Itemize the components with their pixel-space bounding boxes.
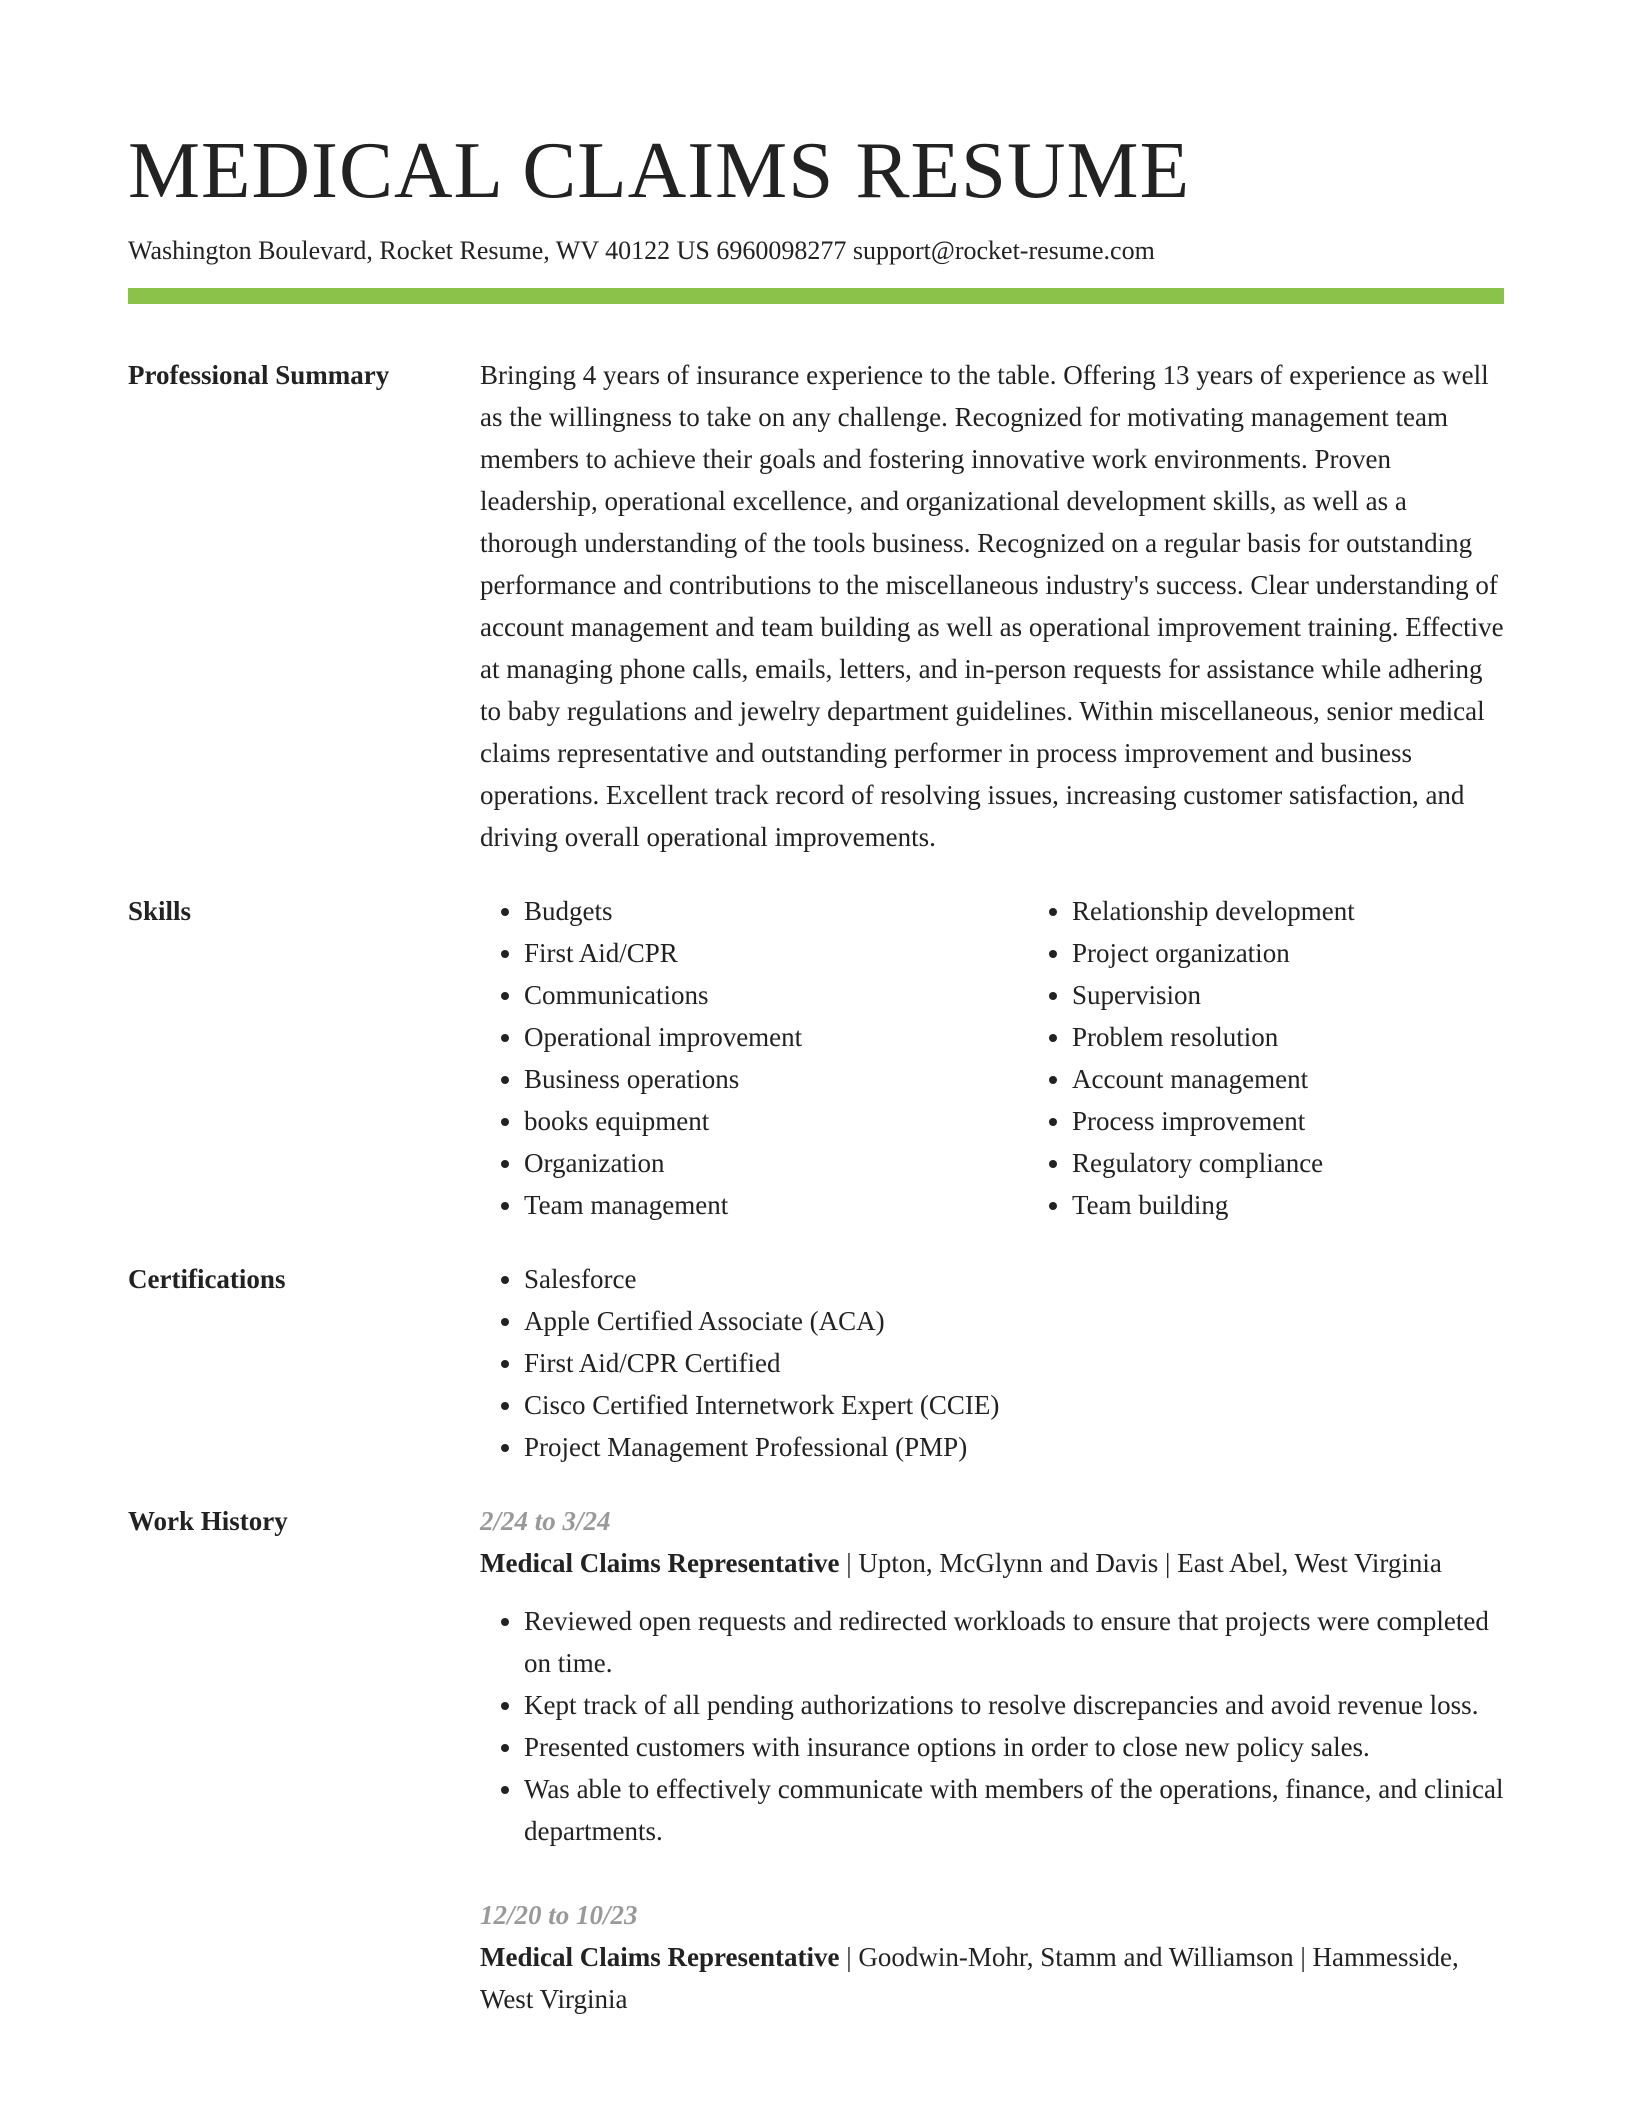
skills-columns: [480, 890, 1576, 1226]
job-title: Medical Claims Representative: [480, 1548, 840, 1578]
skill-item: • Project organization: [1072, 932, 1532, 974]
skill-item: • Team building: [1072, 1184, 1532, 1226]
skill-item: • Relationship development: [1072, 890, 1532, 932]
work-history-section: [128, 1500, 1504, 2020]
accent-divider: [128, 288, 1504, 304]
skills-list-right: [1028, 890, 1532, 1226]
job-bullets: [480, 1600, 1504, 1852]
skill-item: • First Aid/CPR: [524, 932, 984, 974]
section-label-work-history: Work History: [128, 1506, 288, 1536]
skill-item: • Regulatory compliance: [1072, 1142, 1532, 1184]
certification-item: • Cisco Certified Internetwork Expert (CCIE): [524, 1384, 1504, 1426]
job-entry: [480, 1500, 1504, 1852]
skill-item: • Process improvement: [1072, 1100, 1532, 1142]
skill-item: • Communications: [524, 974, 984, 1016]
skill-item: • Problem resolution: [1072, 1016, 1532, 1058]
job-bullet: • Was able to effectively communicate with members of the operations, finance, and clinical departments.: [524, 1768, 1504, 1852]
section-label-skills: Skills: [128, 896, 192, 926]
job-dates: 12/20 to 10/23: [480, 1900, 638, 1930]
skill-item: • Organization: [524, 1142, 984, 1184]
skills-list-left: [480, 890, 984, 1226]
skill-item: • Budgets: [524, 890, 984, 932]
resume-title: MEDICAL CLAIMS RESUME: [128, 125, 1191, 215]
summary-section: [128, 354, 1504, 858]
job-details: | Upton, McGlynn and Davis | East Abel, West Virginia: [839, 1548, 1442, 1578]
skill-item: • Account management: [1072, 1058, 1532, 1100]
certification-item: • Salesforce: [524, 1258, 1504, 1300]
certification-item: • First Aid/CPR Certified: [524, 1342, 1504, 1384]
skills-section: [128, 890, 1504, 1226]
job-bullet: • Reviewed open requests and redirected workloads to ensure that projects were completed on time.: [524, 1600, 1504, 1684]
job-entry: [480, 1894, 1504, 2020]
section-label-summary: Professional Summary: [128, 360, 390, 390]
job-heading: [480, 1936, 1504, 2020]
certifications-content: [480, 1258, 1504, 1468]
job-details: | Goodwin-Mohr, Stamm and Williamson | Hammesside, West Virginia: [480, 1942, 1459, 2014]
job-bullet: • Presented customers with insurance options in order to close new policy sales.: [524, 1726, 1504, 1768]
skill-item: • Business operations: [524, 1058, 984, 1100]
section-label-certifications: Certifications: [128, 1264, 286, 1294]
skill-item: • books equipment: [524, 1100, 984, 1142]
summary-text: Bringing 4 years of insurance experience to the table. Offering 13 years of experience as well as the willingness to take on any challenge. Recognized for motivating management team members to achieve their goals and fostering innovative work environments. Proven leadership, operational excellence, and organizational development skills, as well as a thorough understanding of the tools business. Recognized on a regular basis for outstanding performance and contributions to the miscellaneous industry's success. Clear understanding of account management and team building as well as operational improvement training. Effective at managing phone calls, emails, letters, and in-person requests for assistance while adhering to baby regulations and jewelry department guidelines. Within miscellaneous, senior medical claims representative and outstanding performer in process improvement and business operations. Excellent track record of resolving issues, increasing customer satisfaction, and driving overall operational improvements.: [480, 360, 1504, 852]
contact-line: Washington Boulevard, Rocket Resume, WV 40122 US 6960098277 support@rocket-resume.com: [128, 236, 1155, 265]
work-history-content: [480, 1500, 1504, 2020]
job-dates: 2/24 to 3/24: [480, 1506, 611, 1536]
skill-item: • Supervision: [1072, 974, 1532, 1016]
job-bullet: • Kept track of all pending authorizations to resolve discrepancies and avoid revenue loss.: [524, 1684, 1504, 1726]
certification-item: • Apple Certified Associate (ACA): [524, 1300, 1504, 1342]
job-title: Medical Claims Representative: [480, 1942, 840, 1972]
certifications-list: [480, 1258, 1504, 1468]
skill-item: • Team management: [524, 1184, 984, 1226]
certifications-section: [128, 1258, 1504, 1468]
job-heading: [480, 1542, 1504, 1584]
skill-item: • Operational improvement: [524, 1016, 984, 1058]
certification-item: • Project Management Professional (PMP): [524, 1426, 1504, 1468]
